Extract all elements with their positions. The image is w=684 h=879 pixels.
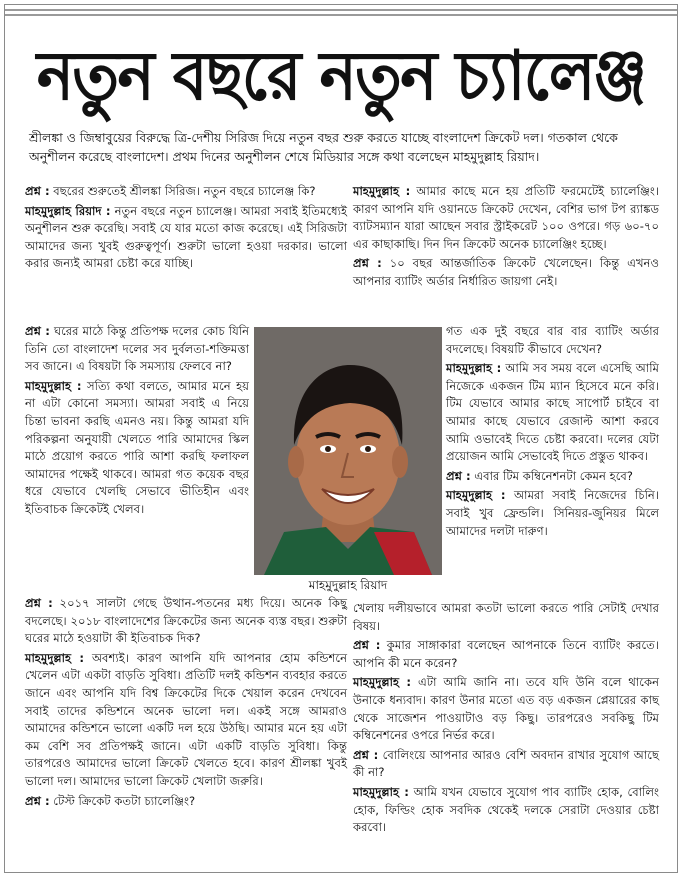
top-rule: [5, 9, 677, 11]
question-label: প্রশ্ন :: [353, 638, 381, 653]
question-text: এবার টিম কম্বিনেশনটা কেমন হবে?: [470, 468, 633, 483]
newspaper-clipping: [4, 4, 678, 873]
column-left-narrow: [25, 323, 249, 521]
question-text: কুমার সাঙ্গাকারা বলেছেন আপনাকে তিনে ব্যাটিং করতে। আপনি কী মনে করেন?: [353, 638, 660, 670]
question-text: বোলিংয়ে আপনার আরও বেশি অবদান রাখার সুযোগ আছে কী না?: [353, 747, 659, 780]
question-label: প্রশ্ন :: [25, 324, 50, 338]
top-rule-2: [5, 14, 677, 16]
intro-paragraph: শ্রীলঙ্কা ও জিম্বাবুয়ের বিরুদ্ধে ত্রি-দেশীয় সিরিজ দিয়ে নতুন বছর শুরু করতে যাচ্ছে বাংলাদেশ ক্রিকেট দল। গতকাল থেকে অনুশীলন করেছে বাংলাদেশ। প্রথম দিনের অনুশীলন শেষে মিডিয়ার সঙ্গে কথা বলেছেন মাহমুদুল্লাহ রিয়াদ।: [29, 130, 618, 164]
question-text: টেস্ট ক্রিকেট কতটা চ্যালেঞ্জিং?: [49, 793, 196, 808]
question-label: প্রশ্ন :: [25, 793, 50, 808]
question-label: প্রশ্ন :: [446, 468, 471, 483]
answer-text: এটা আমি জানি না। তবে যদি উনি বলে থাকেন উনাকে ধন্যবাদ। কারণ উনার মতো এত বড় একজন প্লেয়ারের কাছ থেকে সাজেশন পাওয়াটাও বড় কিছু। তারপরেও সবকিছু টিম কম্বিনেশনের ওপরে নির্ভর করে।: [353, 675, 659, 743]
answer-text: অবশ্যই। কারণ আপনি যদি আপনার হোম কন্ডিশনে খেলেন এটা একটা বাড়তি সুবিধা। প্রতিটি দলই কন্ডিশন ব্যবহার করতে জানে এবং আপনি যদি বিশ্ব ক্রিকেটের দিকে খেয়াল করেন দেখবেন সবাই তাদের কন্ডিশনে অনেক ভালো দল। একই সঙ্গে আমরাও আমাদের কন্ডিশনে ভালো একটি দল হয়ে উঠছি। আমার মনে হয় এটা কম বেশি সব প্রতিপক্ষই জানে। এটা একটি বাড়তি সুবিধা। কিন্তু তারপরেও আমাদের ভালো ক্রিকেট খেলতে হবে। কারণ শ্রীলঙ্কা খুবই ভালো দল। আমাদের ভালো ক্রিকেট খেলাটা জরুরি।: [25, 650, 347, 788]
column-right-bottom: [353, 600, 659, 839]
answer-text: আমি যখন যেভাবে সুযোগ পাব ব্যাটিং হোক, বোলিং হোক, ফিল্ডিং হোক সবদিক থেকেই দলকে সেরাটা দেওয়ার চেষ্টা করবো।: [353, 784, 659, 835]
answer-text: নতুন বছরে নতুন চ্যালেঞ্জ। আমরা সবাই ইতিমধ্যেই অনুশীলন শুরু করেছি। সবাই যে যার মতো কাজ করেছে। এই সিরিজটা আমাদের জন্য খুবই গুরুত্বপূর্ণ। শুরুটা ভালো হওয়া দরকার। ভালো করার জন্যই আমরা চেষ্টা করে যাচ্ছি।: [25, 203, 347, 271]
answer-label: মাহমুদুল্লাহ :: [446, 488, 506, 503]
question-text: বছরের শুরুতেই শ্রীলঙ্কা সিরিজ। নতুন বছরে চ্যালেঞ্জ কি?: [49, 184, 316, 198]
question-label: প্রশ্ন :: [25, 184, 50, 198]
column-right-narrow: [446, 323, 659, 542]
answer-label: মাহমুদুল্লাহ :: [353, 184, 411, 198]
answer-text: আমি সব সময় বলে এসেছি আমি নিজেকে একজন টিম ম্যান হিসেবে মনে করি। টিম যেভাবে আমার কাছে সাপোর্ট চাইবে বা আমার কাছে যেভাবে রেজাল্ট আশা করবে আমি ওভাবেই দিতে চেষ্টা করবো। দলের যেটা প্রয়োজন আমি সেভাবেই দিতে প্রস্তুত থাকব।: [446, 361, 659, 464]
answer-label: মাহমুদুল্লাহ :: [25, 650, 85, 665]
answer-text: সত্যি কথা বলতে, আমার মনে হয় না এটা কোনো সমস্যা। আমরা সবাই এ নিয়ে চিন্তা ভাবনা করছি এমনও নয়। কিন্তু আমরা যদি পরিকল্পনা অনুযায়ী খেলতে পারি আমাদের স্কিল মাঠে প্রয়োগ করতে পারি আশা করছি ফলাফল আমাদের পক্ষেই থাকবে। আমরা গত কয়েক বছর ধরে যেভাবে খেলছি সেভাবে ভীতিহীন এবং ইতিবাচক ক্রিকেটই খেলব।: [25, 378, 250, 516]
column-left-top: [25, 183, 347, 275]
portrait-illustration: [254, 327, 442, 575]
column-left-bottom: [25, 595, 347, 812]
column-right-top: [353, 183, 659, 293]
question-text: ঘরের মাঠে কিন্তু প্রতিপক্ষ দলের কোচ যিনি তিনি তো বাংলাদেশ দলের সব দুর্বলতা-শক্তিমত্তা সব জানে। এ বিষয়টা কি সমস্যায় ফেলবে না?: [25, 324, 250, 374]
answer-label: মাহমুদুল্লাহ :: [353, 784, 409, 799]
answer-text: আমরা সবাই নিজেদের চিনি। সবাই খুব ফ্রেন্ডলি। সিনিয়র-জুনিয়র মিলে আমাদের দলটা দারুণ।: [446, 488, 659, 538]
answer-label: মাহমুদুল্লাহ :: [446, 361, 502, 376]
headline: নতুন বছরে নতুন চ্যালেঞ্জ: [36, 37, 646, 116]
answer-text: আমার কাছে মনে হয় প্রতিটি ফরমেটেই চ্যালেঞ্জিং। কারণ আপনি যদি ওয়ানডে ক্রিকেট দেখেন, বেশির ভাগ টপ র‌্যাঙ্কড ব্যাটসম্যান যারা আছেন সবার স্ট্রাইকরেট ১০০ ওপরে। গড় ৬০-৭০ এর কাছাকাছি। দিন দিন ক্রিকেট অনেক চ্যালেঞ্জিং হচ্ছে।: [353, 184, 659, 251]
answer-text: খেলায় দলীয়ভাবে আমরা কতটা ভালো করতে পারি সেটাই দেখার বিষয়।: [353, 601, 659, 633]
question-text: গত এক দুই বছরে বার বার ব্যাটিং অর্ডার বদলেছে। বিষয়টি কীভাবে দেখেন?: [446, 324, 659, 356]
question-text: ১০ বছর আন্তর্জাতিক ক্রিকেট খেলেছেন। কিন্তু এখনও আপনার ব্যাটিং অর্ডার নির্ধারিত জায়গা নেই।: [353, 256, 660, 288]
answer-label: মাহমুদুল্লাহ :: [353, 675, 412, 690]
answer-label: মাহমুদুল্লাহ :: [25, 378, 82, 393]
question-label: প্রশ্ন :: [353, 256, 382, 271]
question-label: প্রশ্ন :: [353, 747, 379, 762]
player-photo: [254, 327, 442, 575]
photo-caption: মাহমুদুল্লাহ রিয়াদ: [308, 578, 388, 592]
answer-label: মাহমুদুল্লাহ রিয়াদ :: [25, 203, 111, 218]
question-text: ২০১৭ সালটা গেছে উত্থান-পতনের মধ্য দিয়ে। অনেক কিছু বদলেছে। ২০১৮ বাংলাদেশের ক্রিকেটের জন্য অনেক ব্যস্ত বছর। শুরুটা ঘরের মাঠে হওয়াটা কী ইতিবাচক দিক?: [25, 596, 348, 646]
question-label: প্রশ্ন :: [25, 596, 53, 610]
